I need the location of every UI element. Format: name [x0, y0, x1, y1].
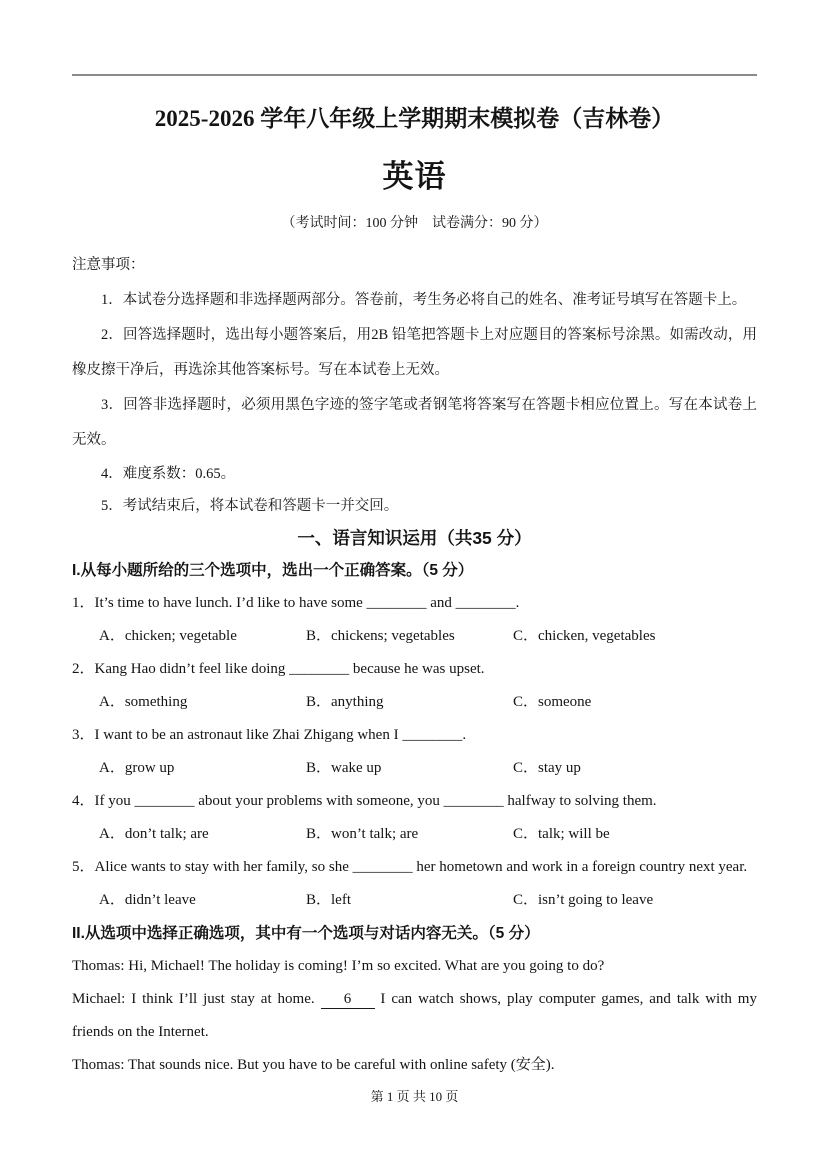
option-a: A．don’t talk; are	[99, 826, 209, 842]
question-text: 3．I want to be an astronaut like Zhai Zhigang when I ________.	[72, 727, 467, 743]
option-c: C．someone	[513, 694, 592, 710]
question-4	[72, 785, 757, 851]
notice-heading: 注意事项：	[72, 257, 145, 273]
section-one-heading: 一、语言知识运用（共35 分）	[297, 528, 532, 548]
exam-info: （考试时间：100 分钟 试卷满分：90 分）	[281, 216, 548, 231]
part2-heading: II.从选项中选择正确选项，其中有一个选项与对话内容无关。（5 分）	[72, 925, 540, 942]
question-text: 2．Kang Hao didn’t feel like doing ________ because he was upset.	[72, 661, 485, 677]
option-b: B．won’t talk; are	[306, 826, 419, 842]
dialogue-line-thomas-2: Thomas: That sounds nice. But you have to be careful with online safety (安全).	[72, 1057, 555, 1073]
option-a: A．didn’t leave	[99, 892, 196, 908]
options-row	[72, 686, 757, 719]
dialogue-line-thomas-1: Thomas: Hi, Michael! The holiday is coming! I’m so excited. What are you going to do?	[72, 958, 605, 974]
question-text: 5．Alice wants to stay with her family, so she ________ her hometown and work in a foreign country next year.	[72, 859, 748, 875]
dialogue-line-michael	[72, 983, 757, 1049]
question-1	[72, 587, 757, 653]
option-a: A．chicken; vegetable	[99, 628, 237, 644]
option-c: C．stay up	[513, 760, 581, 776]
option-a: A．grow up	[99, 760, 175, 776]
notice-item-3: 3．回答非选择题时，必须用黑色字迹的签字笔或者钢笔将答案写在答题卡相应位置上。写在本试卷上无效。	[72, 397, 757, 448]
dialogue-section	[72, 950, 757, 1082]
option-b: B．left	[306, 892, 351, 908]
question-5	[72, 851, 757, 917]
exam-title: 2025-2026 学年八年级上学期期末模拟卷（吉林卷）	[154, 106, 675, 131]
options-row	[72, 818, 757, 851]
notice-item-1: 1．本试卷分选择题和非选择题两部分。答卷前，考生务必将自己的姓名、准考证号填写在答题卡上。	[101, 292, 747, 308]
notice-item-2: 2．回答选择题时，选出每小题答案后，用2B 铅笔把答题卡上对应题目的答案标号涂黑。如需改动，用橡皮擦干净后，再选涂其他答案标号。写在本试卷上无效。	[72, 327, 757, 378]
option-b: B．chickens; vegetables	[306, 628, 455, 644]
options-row	[72, 752, 757, 785]
option-b: B．wake up	[306, 760, 382, 776]
blank-6: 6	[321, 991, 375, 1009]
michael-text-before: Michael: I think I’ll just stay at home.	[72, 991, 321, 1007]
option-c: C．isn’t going to leave	[513, 892, 654, 908]
option-a: A．something	[99, 694, 188, 710]
option-b: B．anything	[306, 694, 384, 710]
part1-heading: I.从每小题所给的三个选项中，选出一个正确答案。（5 分）	[72, 562, 474, 579]
page-footer: 第 1 页 共 10 页	[370, 1089, 459, 1104]
question-text: 4．If you ________ about your problems with someone, you ________ halfway to solving them.	[72, 793, 657, 809]
notice-section	[72, 248, 757, 522]
question-text: 1．It’s time to have lunch. I’d like to have some ________ and ________.	[72, 595, 520, 611]
option-c: C．chicken, vegetables	[513, 628, 656, 644]
notice-item-5: 5．考试结束后，将本试卷和答题卡一并交回。	[101, 498, 399, 514]
option-c: C．talk; will be	[513, 826, 610, 842]
question-3	[72, 719, 757, 785]
options-row	[72, 884, 757, 917]
header-rule	[72, 74, 757, 76]
subject-title: 英语	[382, 159, 447, 194]
question-2	[72, 653, 757, 719]
michael-text-after: I can watch shows, play computer games, and talk with my friends on the Internet.	[72, 991, 757, 1040]
notice-item-4: 4．难度系数：0.65。	[101, 466, 236, 482]
options-row	[72, 620, 757, 653]
